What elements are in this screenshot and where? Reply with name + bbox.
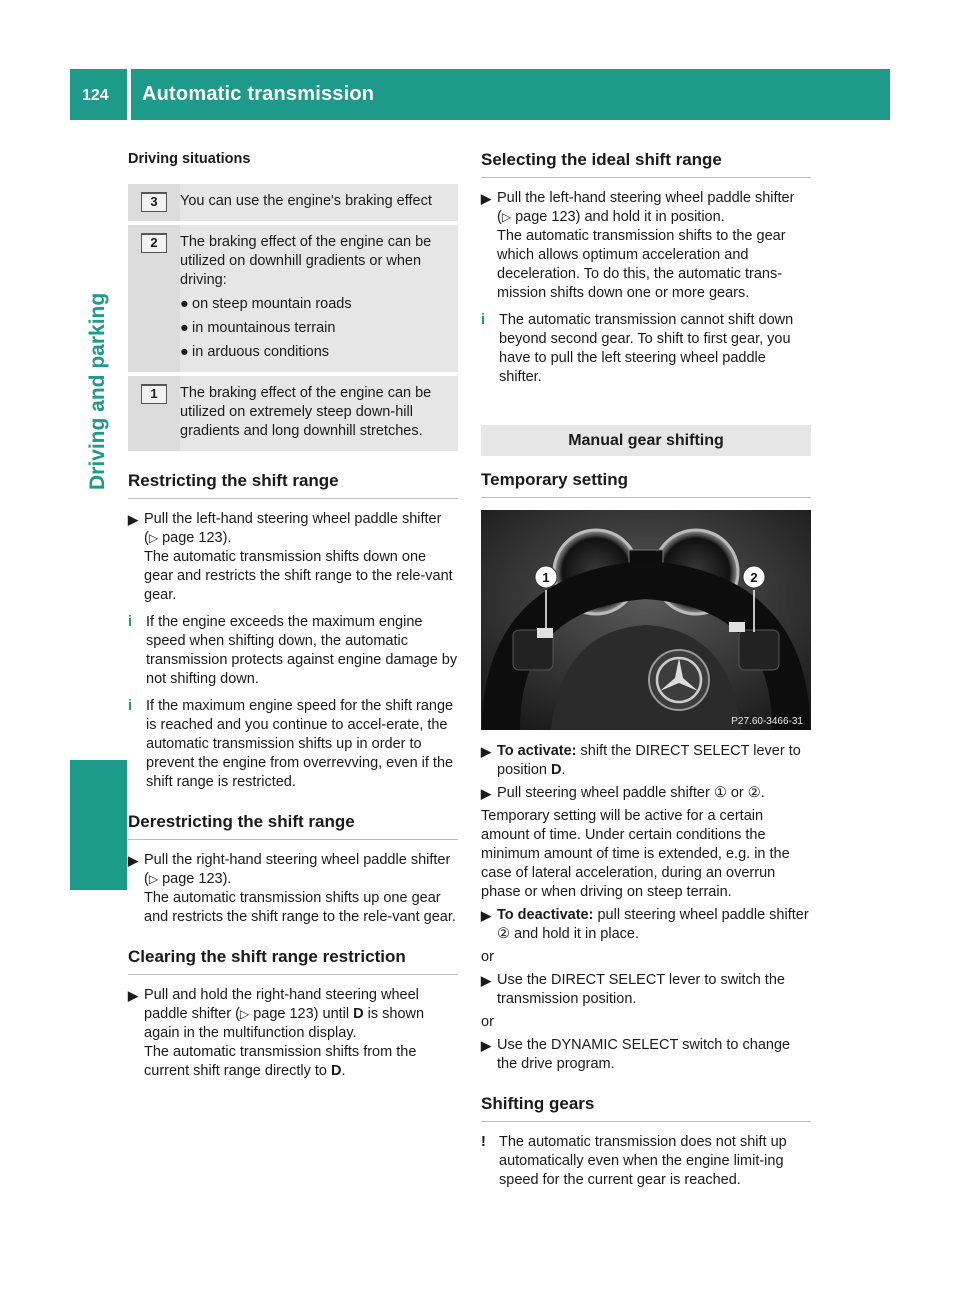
manual-shifting-banner: Manual gear shifting [481, 425, 811, 456]
info-note: i The automatic transmission cannot shift down beyond second gear. To shift to first gear, you have to pull the left steering wheel paddle shifter. [481, 312, 794, 385]
side-tab [70, 120, 127, 1200]
side-tab-label: Driving and parking [86, 292, 109, 490]
step-item: ▶ Use the DIRECT SELECT lever to switch the transmission position. [481, 972, 785, 1007]
right-column [481, 150, 811, 1194]
page-ref-link[interactable]: page 123) until [253, 1006, 350, 1022]
page-ref-link[interactable]: page 123). [162, 871, 232, 887]
step-arrow-icon: ▶ [481, 744, 491, 759]
row-text: The braking effect of the engine can be utilized on downhill gradients or when driving: [180, 234, 432, 288]
info-icon: i [481, 312, 486, 328]
list-item: ● on steep mountain roads [180, 296, 352, 312]
callout-2: 2 [750, 570, 758, 585]
bullet-icon: ● [180, 320, 189, 336]
bullet-icon: ● [180, 344, 189, 360]
steering-wheel-photo [481, 510, 811, 730]
clearing-heading: Clearing the shift range restriction [128, 947, 458, 975]
photo-code: P27.60-3466-31 [731, 716, 803, 727]
step-arrow-icon: ▶ [481, 973, 491, 988]
temporary-setting-heading: Temporary setting [481, 470, 811, 498]
table-row [128, 184, 458, 221]
gear-3-key: 3 [141, 192, 167, 212]
driving-situations-heading: Driving situations [128, 151, 251, 167]
step-item: ▶ Use the DYNAMIC SELECT switch to change the drive program. [481, 1037, 791, 1072]
info-icon: i [128, 698, 133, 714]
step-arrow-icon: ▶ [481, 786, 491, 801]
page-title: Automatic transmission [142, 83, 375, 105]
step-arrow-icon: ▶ [481, 1038, 491, 1053]
warning-note: ! The automatic transmission does not shift up automatically even when the engine limit-ing speed for the current gear is reached. [481, 1134, 787, 1188]
step-arrow-icon: ▶ [128, 988, 138, 1003]
step-item: ▶ To activate: shift the DIRECT SELECT lever to position D. [481, 743, 801, 778]
page-header [70, 69, 890, 120]
page-ref-icon: ▷ [148, 531, 159, 545]
page-ref-icon: ▷ [239, 1007, 250, 1021]
step-item: ▶ Pull and hold the right-hand steering wheel paddle shifter (▷ page 123) until D is shown again in the multifunction display. The automatic transmission shifts from the current shift range directly to D. [128, 987, 425, 1079]
step-arrow-icon: ▶ [481, 908, 491, 923]
bullet-icon: ● [180, 296, 189, 312]
step-item: ▶ Pull the left-hand steering wheel paddle shifter (▷ page 123) and hold it in position. The automatic transmission shifts to the gear which allows optimum acceleration and deceleration. To do this, the automatic trans-mission shifts down one or more gears. [481, 190, 795, 301]
table-row [128, 376, 458, 451]
step-arrow-icon: ▶ [128, 512, 138, 527]
list-item: ● in mountainous terrain [180, 320, 336, 336]
list-item: ● in arduous conditions [180, 344, 330, 360]
callout-1: 1 [542, 570, 550, 585]
temporary-setting-text: Temporary setting will be active for a certain amount of time. Under certain conditions the minimum amount of time is extended, e.g. in the case of lateral acceleration, during an overrun phase or when driving on steep terrain. [481, 808, 790, 900]
steering-wheel-illustration [481, 510, 811, 730]
restricting-heading: Restricting the shift range [128, 471, 458, 499]
step-item: ▶ Pull the right-hand steering wheel paddle shifter (▷ page 123). The automatic transmission shifts up one gear and restricts the shift range to the rele-vant gear. [128, 852, 456, 925]
derestricting-heading: Derestricting the shift range [128, 812, 458, 840]
step-item: ▶ Pull the left-hand steering wheel paddle shifter (▷ page 123). The automatic transmission shifts down one gear and restricts the shift range to the rele-vant gear. [128, 511, 453, 603]
left-column [128, 150, 458, 1085]
table-row [128, 225, 458, 372]
page-ref-icon: ▷ [148, 872, 159, 886]
info-icon: i [128, 614, 133, 630]
info-note: i If the engine exceeds the maximum engine speed when shifting down, the automatic transmission protects against engine damage by not shifting down. [128, 614, 458, 687]
row-text: You can use the engine's braking effect [180, 193, 432, 209]
shifting-gears-heading: Shifting gears [481, 1094, 811, 1122]
info-note: i If the maximum engine speed for the shift range is reached and you continue to accel-erate, the automatic transmission shifts up in order to prevent the engine from overrevving, even if the shift range is restricted. [128, 698, 454, 790]
gear-2-key: 2 [141, 233, 167, 253]
step-item: ▶ To deactivate: pull steering wheel paddle shifter ② and hold it in place. [481, 907, 809, 942]
page-ref-icon: ▷ [501, 210, 512, 224]
header-divider [127, 69, 131, 120]
page-ref-link[interactable]: page 123). [162, 530, 232, 546]
page-ref-link[interactable]: page 123) and hold it in position. [515, 209, 725, 225]
row-text: The braking effect of the engine can be utilized on extremely steep down-hill gradients and long downhill stretches. [180, 385, 432, 439]
step-arrow-icon: ▶ [128, 853, 138, 868]
warning-icon: ! [481, 1134, 486, 1150]
or-separator: or [481, 949, 494, 965]
side-tab-marker [70, 760, 127, 890]
driving-situations-table [128, 184, 458, 451]
step-arrow-icon: ▶ [481, 191, 491, 206]
step-item: ▶ Pull steering wheel paddle shifter ① or ②. [481, 785, 765, 801]
page-number: 124 [82, 87, 109, 104]
or-separator: or [481, 1014, 494, 1030]
gear-1-key: 1 [141, 384, 167, 404]
ideal-shift-heading: Selecting the ideal shift range [481, 150, 811, 178]
